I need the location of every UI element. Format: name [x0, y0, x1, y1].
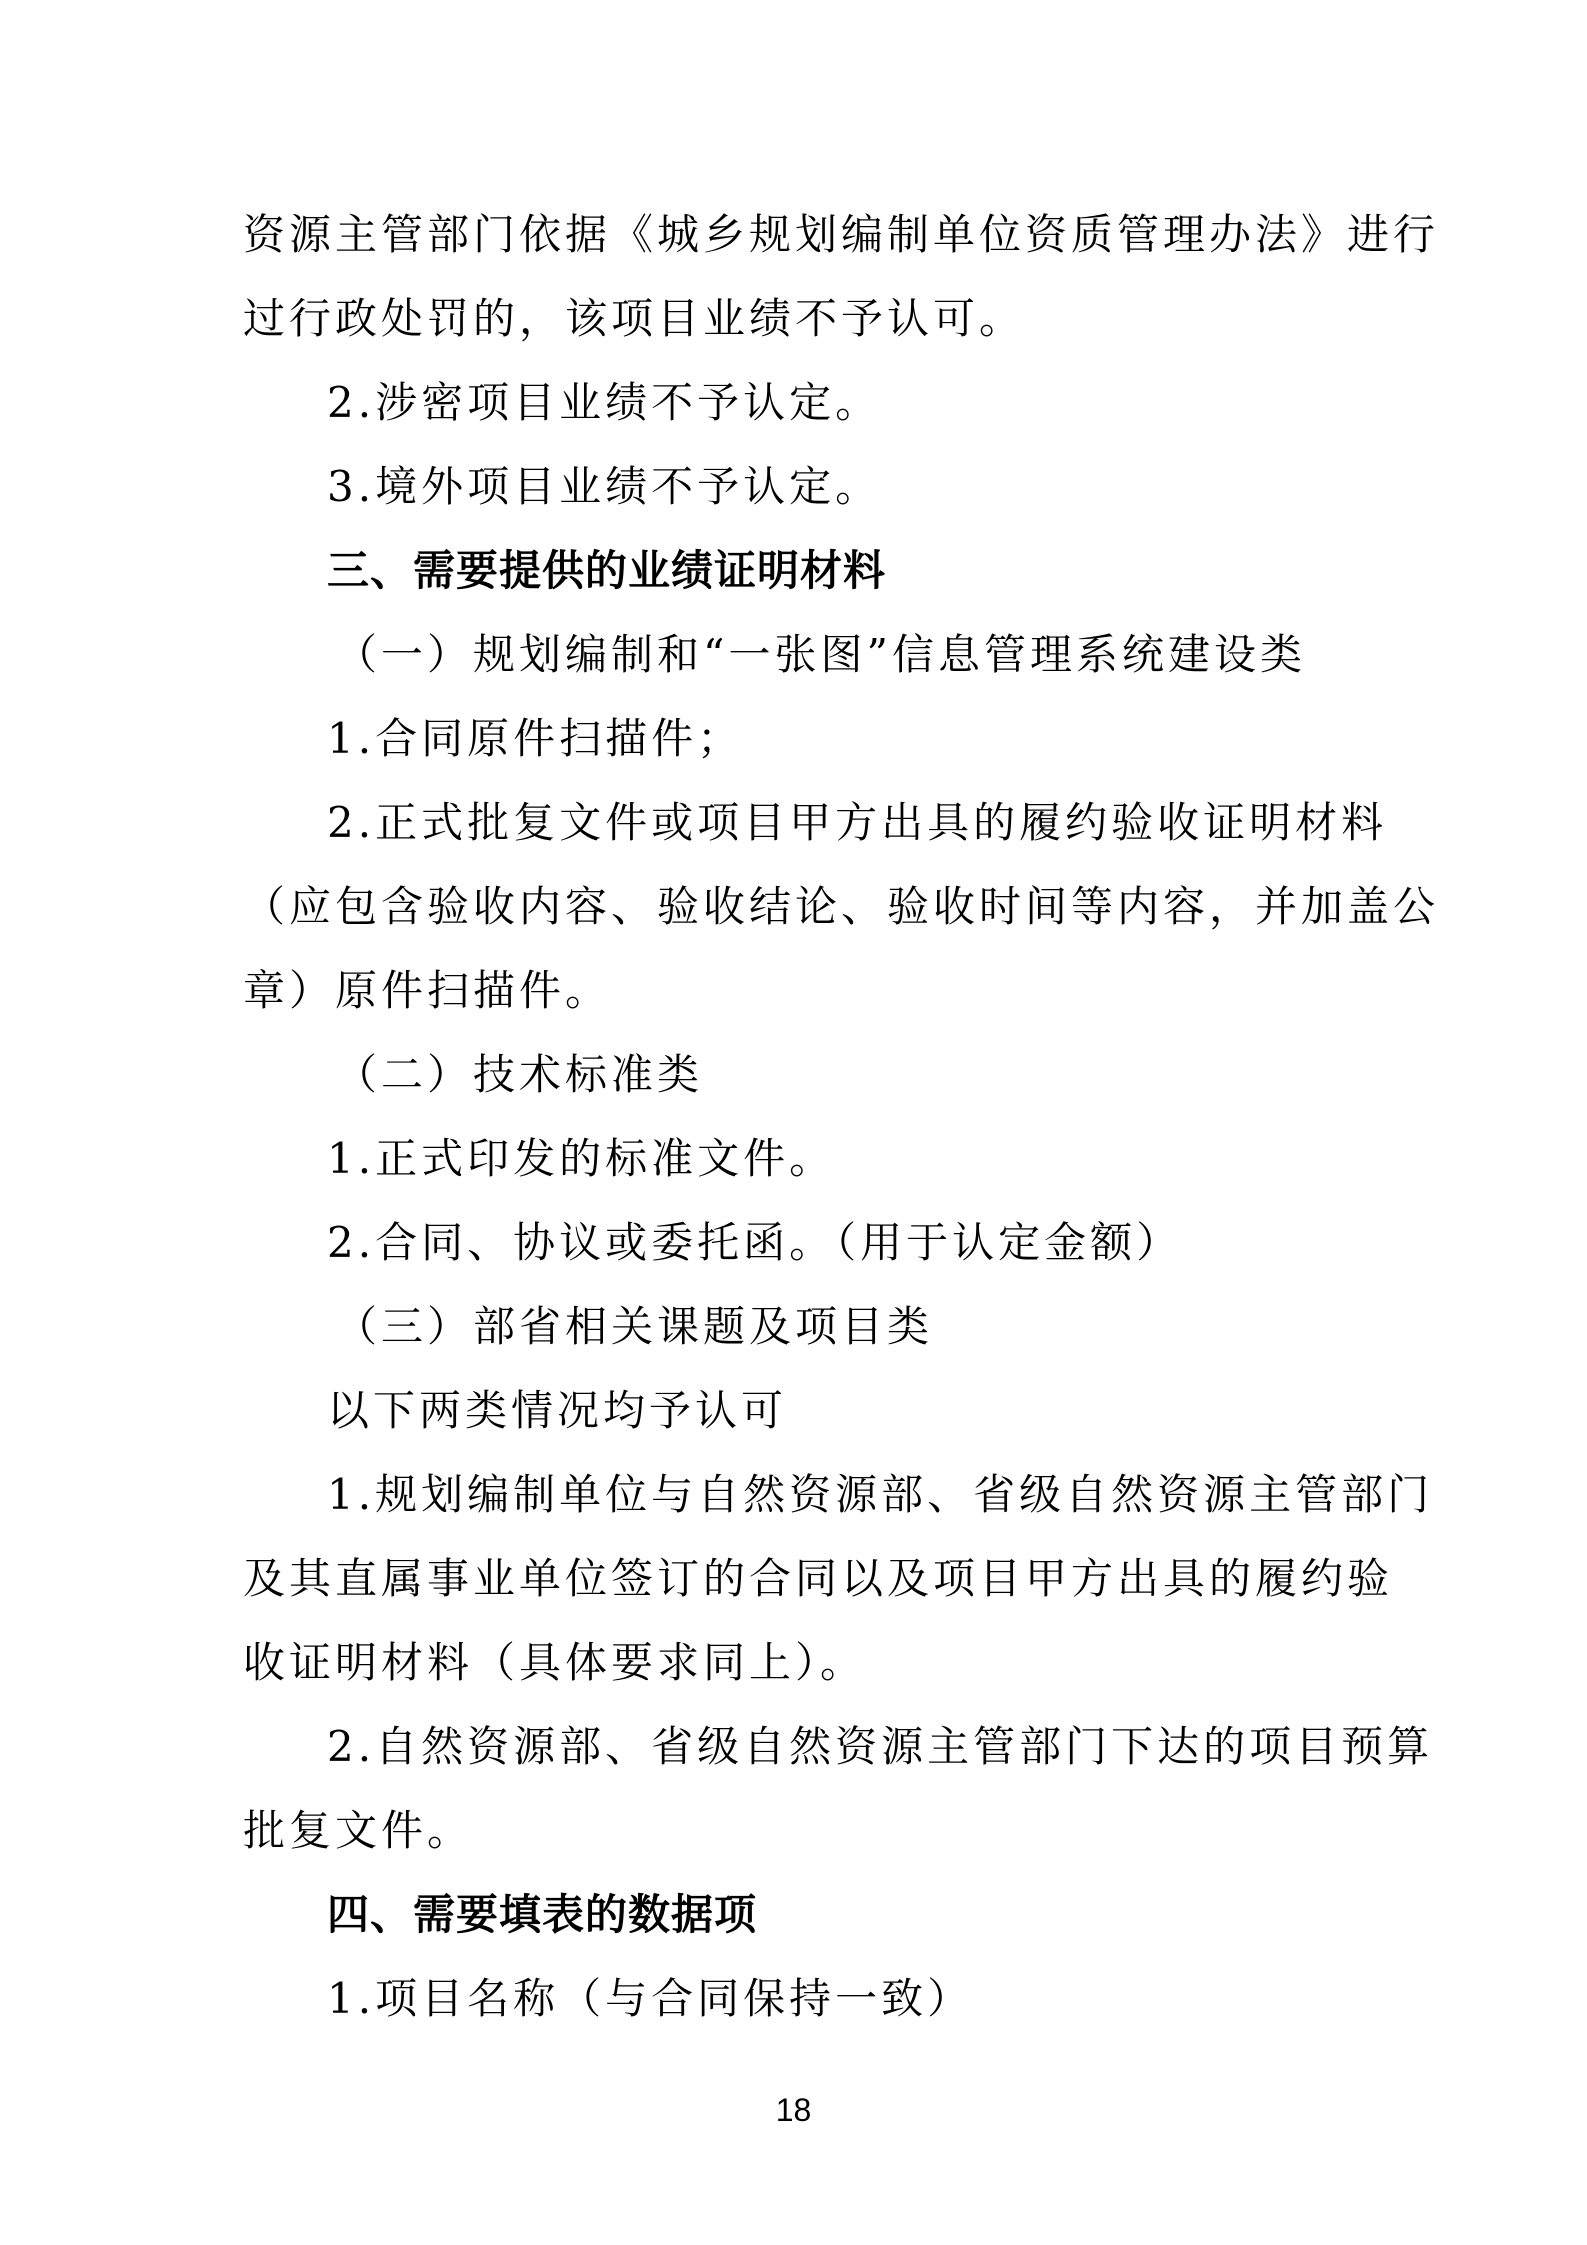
- paragraph-line: 章）原件扫描件。: [243, 966, 612, 1015]
- subsection-heading: （三）部省相关课题及项目类: [335, 1302, 934, 1351]
- subsection-heading: （一）规划编制和“一张图”信息管理系统建设类: [335, 630, 1306, 679]
- paragraph-line: 过行政处罚的，该项目业绩不予认可。: [243, 294, 1026, 343]
- list-item: 2.合同、协议或委托函。（用于认定金额）: [327, 1218, 1183, 1267]
- list-item: 1.合同原件扫描件；: [327, 714, 744, 763]
- paragraph-line: 收证明材料（具体要求同上）。: [243, 1638, 867, 1687]
- list-item: 2.自然资源部、省级自然资源主管部门下达的项目预算: [327, 1722, 1434, 1771]
- list-item: 2.涉密项目业绩不予认定。: [327, 378, 882, 427]
- list-item: 1.正式印发的标准文件。: [327, 1134, 836, 1183]
- page-number: 18: [775, 2092, 812, 2128]
- list-item: 3.境外项目业绩不予认定。: [327, 462, 882, 511]
- list-item: 2.正式批复文件或项目甲方出具的履约验收证明材料: [327, 798, 1388, 847]
- section-heading: 三、需要提供的业绩证明材料: [327, 546, 887, 595]
- paragraph-line: 批复文件。: [243, 1806, 474, 1855]
- paragraph-line: 资源主管部门依据《城乡规划编制单位资质管理办法》进行: [243, 210, 1440, 259]
- paragraph-line: 以下两类情况均予认可: [327, 1386, 788, 1435]
- subsection-heading: （二）技术标准类: [335, 1050, 704, 1099]
- list-item: 1.项目名称（与合同保持一致）: [327, 1974, 974, 2023]
- paragraph-line: 及其直属事业单位签订的合同以及项目甲方出具的履约验: [243, 1554, 1394, 1603]
- section-heading: 四、需要填表的数据项: [327, 1890, 758, 1939]
- paragraph-line: （应包含验收内容、验收结论、验收时间等内容，并加盖公: [243, 882, 1440, 931]
- list-item: 1.规划编制单位与自然资源部、省级自然资源主管部门: [327, 1470, 1434, 1519]
